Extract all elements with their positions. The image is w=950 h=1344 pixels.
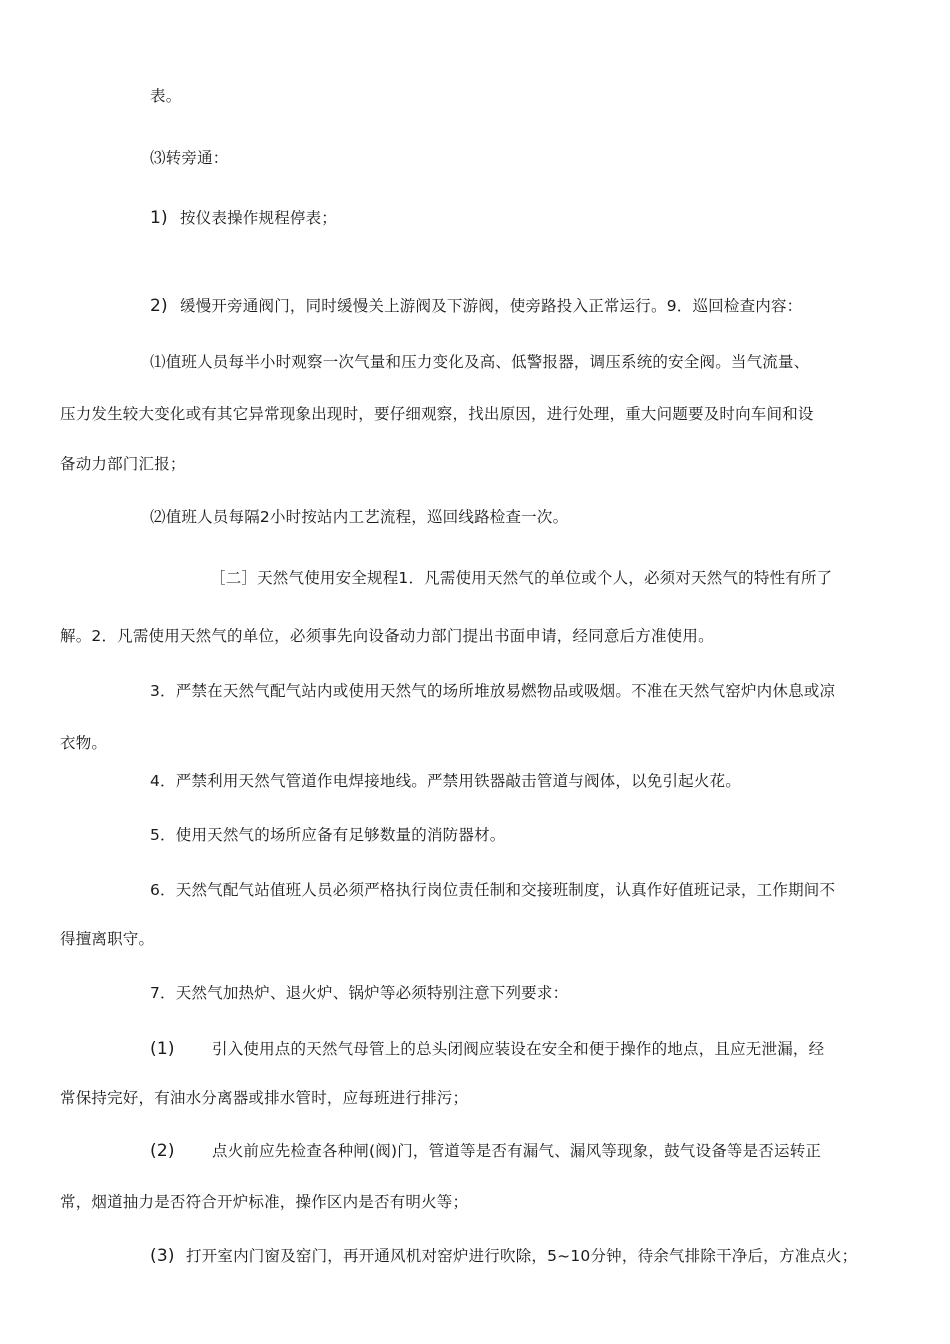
text-line: 点火前应先检查各种闸(阀)门，管道等是否有漏气、漏风等现象，鼓气设备等是否运转正 bbox=[212, 1142, 822, 1160]
list-number: (2) bbox=[150, 1141, 175, 1161]
text-line: 打开室内门窗及窑门，再开通风机对窑炉进行吹除，5~10分钟，待余气排除干净后，方准点火； bbox=[186, 1247, 858, 1265]
text-line: ⑴值班人员每半小时观察一次气量和压力变化及高、低警报器，调压系统的安全阀。当气流量、 bbox=[150, 353, 810, 371]
text-line: 5．使用天然气的场所应备有足够数量的消防器材。 bbox=[150, 826, 506, 844]
text-line: 6．天然气配气站值班人员必须严格执行岗位责任制和交接班制度，认真作好值班记录，工作期间不 bbox=[150, 881, 836, 899]
list-number: (1) bbox=[150, 1039, 175, 1059]
text-line: 7．天然气加热炉、退火炉、锅炉等必须特别注意下列要求： bbox=[150, 984, 569, 1002]
text-line: 缓慢开旁通阀门，同时缓慢关上游阀及下游阀，使旁路投入正常运行。9．巡回检查内容： bbox=[180, 297, 803, 315]
list-number: (3) bbox=[150, 1246, 175, 1266]
list-number: 1) bbox=[150, 208, 168, 228]
section-heading-line: ［二］天然气使用安全规程1．凡需使用天然气的单位或个人，必须对天然气的特性有所了 bbox=[210, 569, 833, 587]
text-line: ⑵值班人员每隔2小时按站内工艺流程，巡回线路检查一次。 bbox=[150, 508, 569, 526]
text-line: 得擅离职守。 bbox=[60, 930, 155, 948]
list-number: 2) bbox=[150, 296, 168, 316]
text-line: 常，烟道抽力是否符合开炉标准，操作区内是否有明火等； bbox=[60, 1193, 469, 1211]
text-line: 解。2．凡需使用天然气的单位，必须事先向设备动力部门提出书面申请，经同意后方准使用。 bbox=[60, 627, 714, 645]
text-line: ⑶转旁通： bbox=[150, 149, 229, 167]
text-line: 备动力部门汇报； bbox=[60, 455, 186, 473]
text-line: 3．严禁在天然气配气站内或使用天然气的场所堆放易燃物品或吸烟。不准在天然气窑炉内休息或凉 bbox=[150, 682, 836, 700]
text-line: 常保持完好，有油水分离器或排水管时，应每班进行排污； bbox=[60, 1089, 469, 1107]
text-line: 4．严禁利用天然气管道作电焊接地线。严禁用铁器敲击管道与阀体，以免引起火花。 bbox=[150, 772, 741, 790]
text-line: 表。 bbox=[150, 87, 182, 105]
text-line: 按仪表操作规程停表； bbox=[180, 209, 338, 227]
text-line: 衣物。 bbox=[60, 734, 108, 752]
text-line: 压力发生较大变化或有其它异常现象出现时，要仔细观察，找出原因，进行处理，重大问题要及时向车间和设 bbox=[60, 405, 814, 423]
text-line: 引入使用点的天然气母管上的总头闭阀应装设在安全和便于操作的地点，且应无泄漏，经 bbox=[212, 1040, 825, 1058]
